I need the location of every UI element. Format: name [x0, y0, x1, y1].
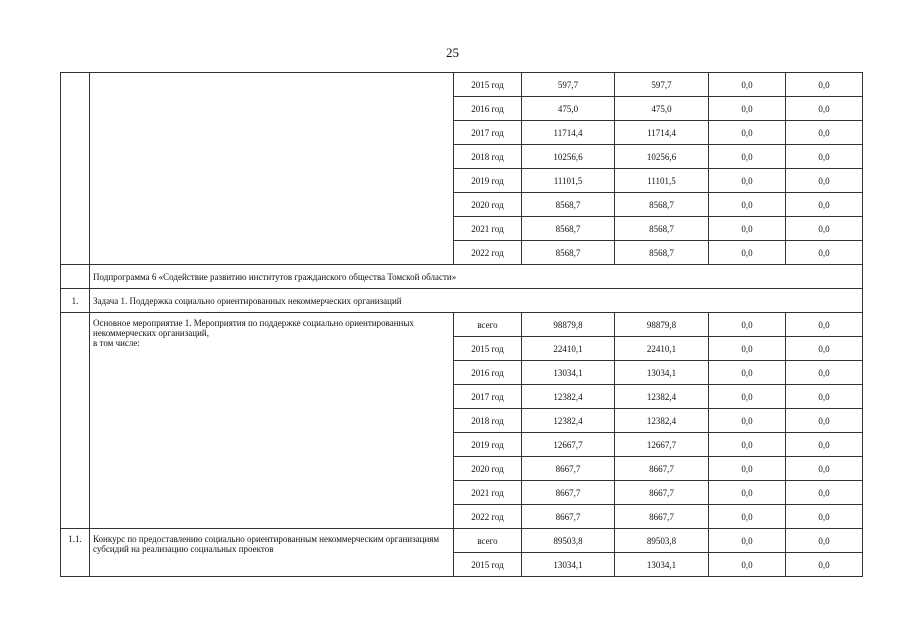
year-cell: 2022 год — [454, 241, 522, 265]
other-cell: 0,0 — [786, 217, 863, 241]
regional-cell: 597,7 — [615, 73, 709, 97]
federal-cell: 0,0 — [709, 121, 786, 145]
row-number-cell — [61, 265, 90, 289]
total-cell: 597,7 — [522, 73, 615, 97]
other-cell: 0,0 — [786, 193, 863, 217]
year-cell: 2016 год — [454, 97, 522, 121]
total-cell: 10256,6 — [522, 145, 615, 169]
regional-cell: 8568,7 — [615, 193, 709, 217]
federal-cell: 0,0 — [709, 409, 786, 433]
federal-cell: 0,0 — [709, 337, 786, 361]
other-cell: 0,0 — [786, 481, 863, 505]
total-cell: 98879,8 — [522, 313, 615, 337]
page-number: 25 — [446, 45, 459, 60]
federal-cell: 0,0 — [709, 481, 786, 505]
federal-cell: 0,0 — [709, 433, 786, 457]
total-cell: 8568,7 — [522, 193, 615, 217]
other-cell: 0,0 — [786, 433, 863, 457]
task-row — [61, 289, 863, 313]
total-cell: 8568,7 — [522, 241, 615, 265]
regional-cell: 11714,4 — [615, 121, 709, 145]
other-cell: 0,0 — [786, 409, 863, 433]
other-cell: 0,0 — [786, 457, 863, 481]
year-cell: 2015 год — [454, 553, 522, 577]
other-cell: 0,0 — [786, 121, 863, 145]
other-cell: 0,0 — [786, 361, 863, 385]
year-cell: 2021 год — [454, 217, 522, 241]
federal-cell: 0,0 — [709, 169, 786, 193]
year-cell: 2020 год — [454, 457, 522, 481]
other-cell: 0,0 — [786, 241, 863, 265]
federal-cell: 0,0 — [709, 97, 786, 121]
year-cell: 2017 год — [454, 385, 522, 409]
regional-cell: 89503,8 — [615, 529, 709, 553]
other-cell: 0,0 — [786, 505, 863, 529]
row-number-cell — [61, 313, 90, 529]
federal-cell: 0,0 — [709, 73, 786, 97]
other-cell: 0,0 — [786, 385, 863, 409]
year-cell: 2022 год — [454, 505, 522, 529]
regional-cell: 12382,4 — [615, 409, 709, 433]
total-cell: 89503,8 — [522, 529, 615, 553]
year-cell: 2018 год — [454, 145, 522, 169]
federal-cell: 0,0 — [709, 193, 786, 217]
federal-cell: 0,0 — [709, 529, 786, 553]
regional-cell: 22410,1 — [615, 337, 709, 361]
total-cell: 13034,1 — [522, 361, 615, 385]
federal-cell: 0,0 — [709, 505, 786, 529]
year-cell: 2019 год — [454, 169, 522, 193]
federal-cell: 0,0 — [709, 385, 786, 409]
other-cell: 0,0 — [786, 145, 863, 169]
total-cell: 8568,7 — [522, 217, 615, 241]
row-title-cell — [90, 73, 454, 265]
regional-cell: 475,0 — [615, 97, 709, 121]
total-cell: 8667,7 — [522, 481, 615, 505]
row-title-cell: Основное мероприятие 1. Мероприятия по поддержке социально ориентированных некоммерческих организаций, в том числе: — [90, 313, 454, 529]
other-cell: 0,0 — [786, 169, 863, 193]
total-cell: 12382,4 — [522, 409, 615, 433]
total-cell: 8667,7 — [522, 457, 615, 481]
subprogram-title: Подпрограмма 6 «Содействие развитию институтов гражданского общества Томской области» — [90, 265, 863, 289]
regional-cell: 8568,7 — [615, 217, 709, 241]
row-title-cell: Конкурс по предоставлению социально ориентированным некоммерческим организациям субсидий на реализацию социальных проектов — [90, 529, 454, 577]
budget-table — [60, 72, 863, 577]
other-cell: 0,0 — [786, 529, 863, 553]
federal-cell: 0,0 — [709, 217, 786, 241]
federal-cell: 0,0 — [709, 313, 786, 337]
regional-cell: 12667,7 — [615, 433, 709, 457]
total-cell: 13034,1 — [522, 553, 615, 577]
federal-cell: 0,0 — [709, 457, 786, 481]
total-cell: 475,0 — [522, 97, 615, 121]
task-title: Задача 1. Поддержка социально ориентированных некоммерческих организаций — [90, 289, 863, 313]
other-cell: 0,0 — [786, 97, 863, 121]
budget-table-body — [61, 73, 863, 577]
total-cell: 12667,7 — [522, 433, 615, 457]
year-cell: всего — [454, 529, 522, 553]
year-cell: 2017 год — [454, 121, 522, 145]
regional-cell: 8667,7 — [615, 481, 709, 505]
total-cell: 8667,7 — [522, 505, 615, 529]
row-number-cell — [61, 73, 90, 265]
regional-cell: 11101,5 — [615, 169, 709, 193]
other-cell: 0,0 — [786, 73, 863, 97]
other-cell: 0,0 — [786, 337, 863, 361]
regional-cell: 8667,7 — [615, 505, 709, 529]
total-cell: 12382,4 — [522, 385, 615, 409]
year-cell: 2019 год — [454, 433, 522, 457]
task-number: 1. — [61, 289, 90, 313]
total-cell: 11714,4 — [522, 121, 615, 145]
other-cell: 0,0 — [786, 313, 863, 337]
table-row — [61, 313, 863, 337]
regional-cell: 13034,1 — [615, 553, 709, 577]
year-cell: 2021 год — [454, 481, 522, 505]
regional-cell: 8568,7 — [615, 241, 709, 265]
year-cell: 2015 год — [454, 337, 522, 361]
other-cell: 0,0 — [786, 553, 863, 577]
federal-cell: 0,0 — [709, 361, 786, 385]
row-number-cell: 1.1. — [61, 529, 90, 577]
regional-cell: 98879,8 — [615, 313, 709, 337]
table-row — [61, 73, 863, 97]
year-cell: 2015 год — [454, 73, 522, 97]
federal-cell: 0,0 — [709, 241, 786, 265]
year-cell: 2018 год — [454, 409, 522, 433]
total-cell: 11101,5 — [522, 169, 615, 193]
year-cell: 2020 год — [454, 193, 522, 217]
regional-cell: 13034,1 — [615, 361, 709, 385]
federal-cell: 0,0 — [709, 145, 786, 169]
year-cell: всего — [454, 313, 522, 337]
regional-cell: 10256,6 — [615, 145, 709, 169]
subprogram-row — [61, 265, 863, 289]
regional-cell: 8667,7 — [615, 457, 709, 481]
regional-cell: 12382,4 — [615, 385, 709, 409]
federal-cell: 0,0 — [709, 553, 786, 577]
year-cell: 2016 год — [454, 361, 522, 385]
table-row — [61, 529, 863, 553]
total-cell: 22410,1 — [522, 337, 615, 361]
